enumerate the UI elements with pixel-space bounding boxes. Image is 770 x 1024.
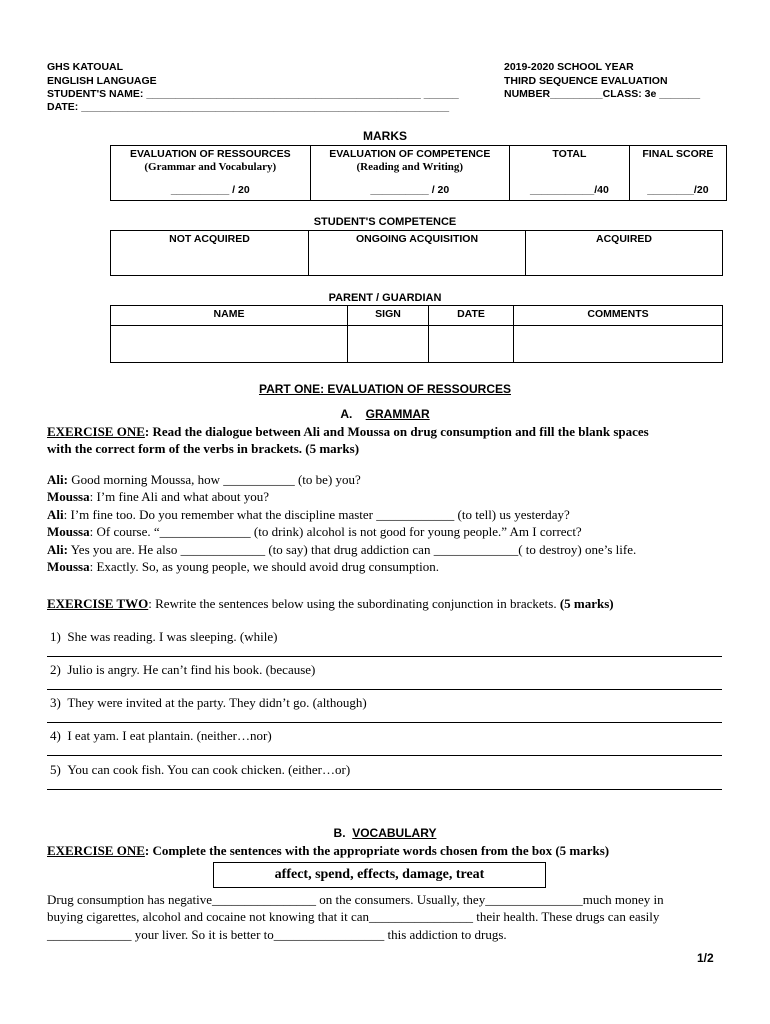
parent-date-header: DATE	[429, 306, 514, 326]
header-right	[504, 61, 700, 102]
competence-score: __________ / 20	[370, 184, 450, 196]
word-box: affect, spend, effects, damage, treat	[213, 862, 546, 888]
grammar-item-3: 3) They were invited at the party. They didn’t go. (although)	[50, 695, 367, 710]
paragraph-line: Drug consumption has negative________________ on the consumers. Usually, they_______________much money in	[47, 892, 664, 907]
vocabulary-heading: B. VOCABULARY	[333, 826, 437, 840]
header-left	[47, 61, 157, 88]
marks-col-final: FINAL SCORE ________/20	[629, 146, 726, 201]
competence-table	[110, 230, 723, 276]
marks-col-total: TOTAL ___________/40	[510, 146, 630, 201]
answer-line-3[interactable]	[47, 722, 722, 723]
dialogue-line: Moussa: Exactly. So, as young people, we should avoid drug consumption.	[47, 559, 440, 575]
parent-date-cell[interactable]	[429, 326, 514, 363]
grammar-ex2-instruction: EXERCISE TWO: Rewrite the sentences below using the subordinating conjunction in brackets. (5 marks)	[47, 596, 614, 611]
grammar-item-5: 5) You can cook fish. You can cook chicken. (either…or)	[50, 762, 351, 777]
dialogue	[47, 471, 636, 575]
marks-title: MARKS	[363, 129, 407, 143]
dialogue-line: Moussa: I’m fine Ali and what about you?	[47, 489, 270, 505]
final-score: ________/20	[647, 184, 709, 196]
sequence-title: THIRD SEQUENCE EVALUATION	[504, 74, 668, 87]
marks-table	[110, 145, 727, 201]
vocabulary-ex1-instruction: EXERCISE ONE: Complete the sentences with the appropriate words chosen from the box (5 marks)	[47, 843, 610, 858]
ressources-score: __________ / 20	[170, 184, 250, 196]
paragraph-line: _____________ your liver. So it is better to_________________ this addiction to drugs.	[47, 926, 507, 942]
parent-name-cell[interactable]	[111, 326, 348, 363]
date-line: DATE: _______________________________________________________________	[47, 101, 450, 113]
competence-title: STUDENT'S COMPETENCE	[313, 216, 457, 228]
competence-acquired: ACQUIRED	[526, 231, 723, 276]
grammar-item-2: 2) Julio is angry. He can’t find his book. (because)	[50, 662, 316, 677]
parent-comments-header: COMMENTS	[514, 306, 723, 326]
number-class-line: NUMBER_________CLASS: 3e _______	[504, 88, 701, 100]
marks-col-competence: EVALUATION OF COMPETENCE (Reading and Writing) __________ / 20	[310, 146, 510, 201]
marks-col-ressources: EVALUATION OF RESSOURCES (Grammar and Vocabulary) __________ / 20	[111, 146, 311, 201]
student-name-line: STUDENT'S NAME: _______________________________________________ ______	[47, 88, 459, 100]
vocabulary-paragraph	[47, 891, 664, 943]
grammar-ex1-instruction: EXERCISE ONE: Read the dialogue between Ali and Moussa on drug consumption and fill the blank spaces with the correct form of the verbs in brackets. (5 marks)	[47, 424, 649, 457]
parent-comments-cell[interactable]	[514, 326, 723, 363]
page-number: 1/2	[697, 951, 714, 965]
dialogue-line: Ali: Good morning Moussa, how ___________ (to be) you?	[47, 472, 361, 487]
answer-line-1[interactable]	[47, 656, 722, 657]
dialogue-line: Ali: Yes you are. He also _____________ (to say) that drug addiction can _____________( to destroy) one’s life.	[47, 541, 637, 557]
answer-line-2[interactable]	[47, 689, 722, 690]
parent-sign-header: SIGN	[348, 306, 429, 326]
grammar-heading: A. GRAMMAR	[340, 407, 430, 421]
parent-table	[110, 305, 723, 363]
competence-ongoing: ONGOING ACQUISITION	[309, 231, 526, 276]
parent-name-header: NAME	[111, 306, 348, 326]
school-name: GHS KATOUAL	[47, 61, 124, 73]
school-year: 2019-2020 SCHOOL YEAR	[504, 61, 634, 73]
dialogue-line: Ali: I’m fine too. Do you remember what the discipline master ____________ (to tell) us yesterday?	[47, 506, 570, 522]
dialogue-line: Moussa: Of course. “______________ (to drink) alcohol is not good for young people.” Am I correct?	[47, 524, 582, 540]
grammar-item-4: 4) I eat yam. I eat plantain. (neither…nor)	[50, 728, 272, 743]
subject-name: ENGLISH LANGUAGE	[47, 74, 157, 87]
answer-line-5[interactable]	[47, 789, 722, 790]
parent-sign-cell[interactable]	[348, 326, 429, 363]
grammar-item-1: 1) She was reading. I was sleeping. (while)	[50, 629, 278, 644]
total-score: ___________/40	[530, 184, 609, 196]
answer-line-4[interactable]	[47, 755, 722, 756]
competence-not-acquired: NOT ACQUIRED	[111, 231, 309, 276]
parent-title: PARENT / GUARDIAN	[328, 292, 442, 304]
paragraph-line: buying cigarettes, alcohol and cocaine not knowing that it can________________ their health. These drugs can easily	[47, 909, 660, 925]
part-one-title: PART ONE: EVALUATION OF RESSOURCES	[258, 382, 511, 396]
